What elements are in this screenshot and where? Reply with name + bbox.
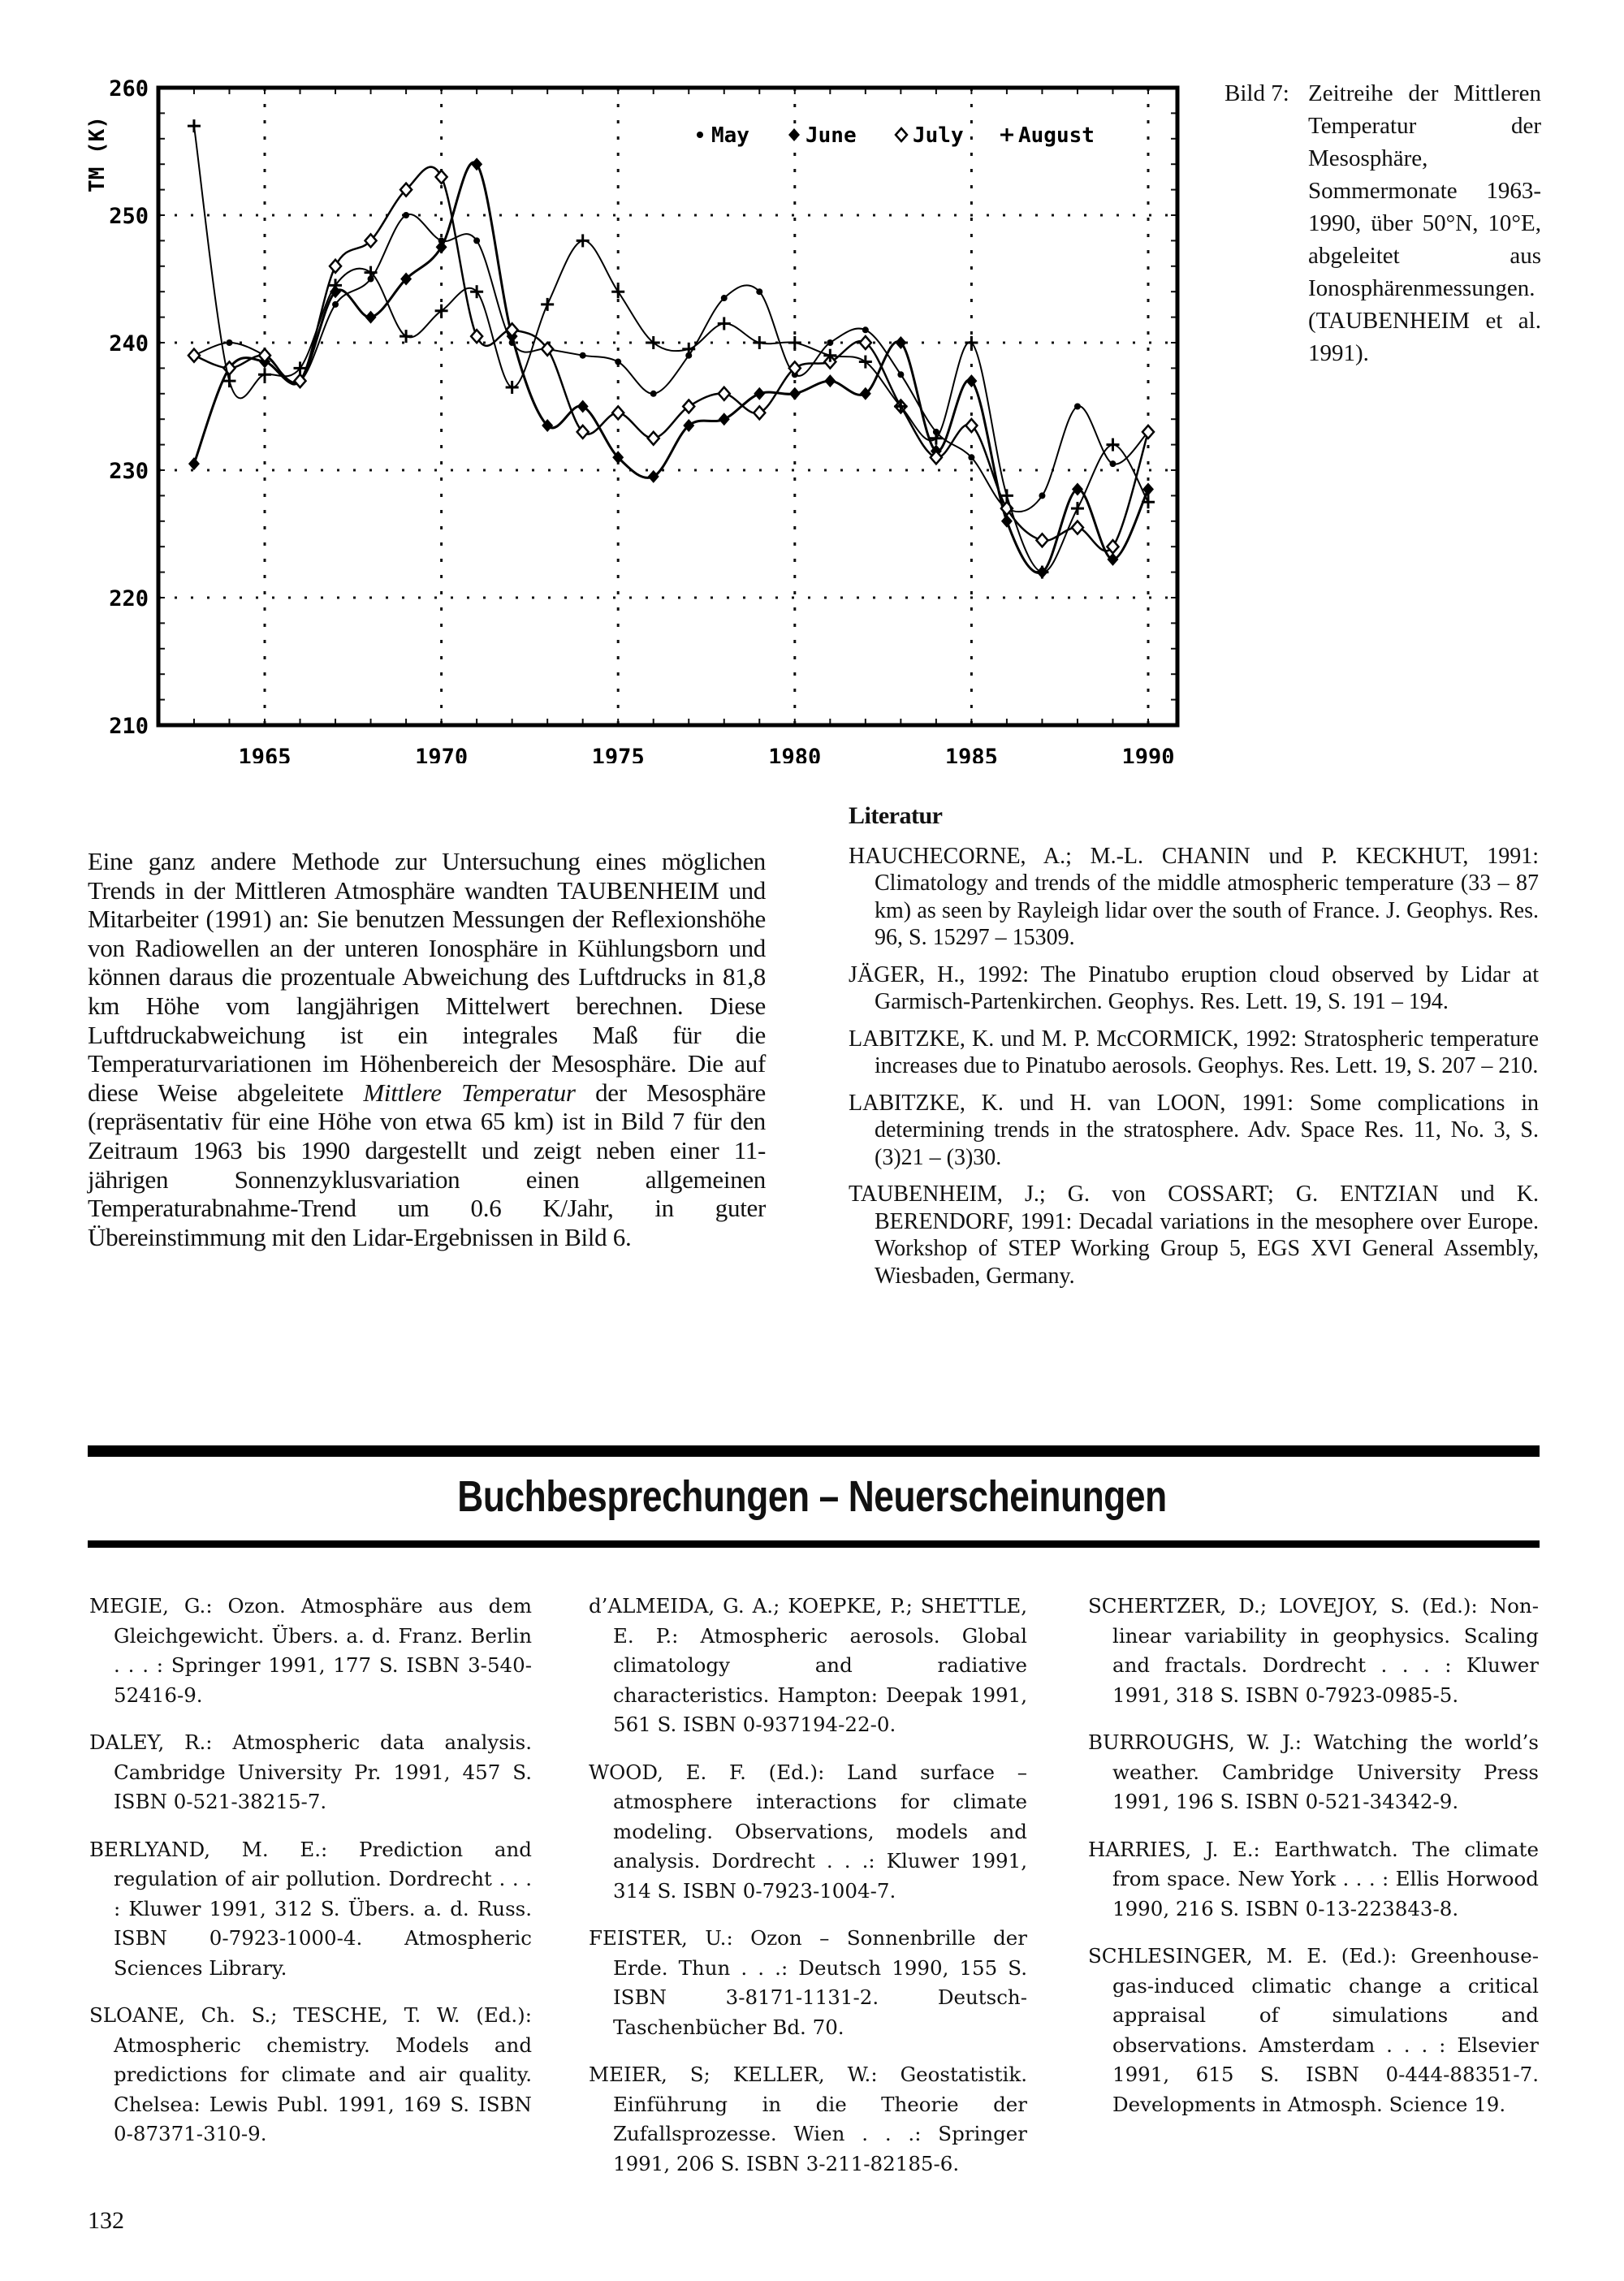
legend-item-may: May xyxy=(711,123,749,148)
legend-item-july: July xyxy=(913,123,964,148)
page-number: 132 xyxy=(88,2207,124,2234)
x-tick-label: 1975 xyxy=(591,745,645,763)
book-entry: d’ALMEIDA, G. A.; KOEPKE, P.; SHETTLE, E. P.: Atmospheric aerosols. Global climatology and radiative characteristics. Hampton: Deepak 1991, 561 S. ISBN 0-937194-22-0. xyxy=(589,1594,1027,1736)
section-rule-top xyxy=(88,1445,1540,1457)
x-tick-label: 1980 xyxy=(768,745,822,763)
book-list-column-3 xyxy=(1088,1592,1539,2137)
book-list-column-2 xyxy=(589,1592,1027,2197)
x-tick-label: 1970 xyxy=(415,745,469,763)
x-tick-label: 1990 xyxy=(1121,745,1175,763)
body-paragraph xyxy=(88,847,766,1251)
y-axis-label: TM (K) xyxy=(85,116,110,192)
reference-item: HAUCHECORNE, A.; M.-L. CHANIN und P. KECKHUT, 1991: Climatology and trends of the middle atmospheric temperature (33 – 87 km) as seen by Rayleigh lidar over the south of France. J. Geophys. Res. 96, S. 15297 – 15309. xyxy=(849,843,1539,950)
section-title: Buchbesprechungen – Neuerscheinungen xyxy=(457,1472,1167,1521)
legend-item-august: August xyxy=(1018,123,1095,148)
chart-legend xyxy=(697,123,1095,148)
reference-item: LABITZKE, K. und H. van LOON, 1991: Some complications in determining trends in the stratosphere. Adv. Space Res. 11, No. 3, S. (3)21 – (3)30. xyxy=(849,1090,1539,1170)
x-tick-label: 1965 xyxy=(238,745,292,763)
plot-frame xyxy=(158,88,1177,725)
book-entry: BURROUGHS, W. J.: Watching the world’s weather. Cambridge University Press 1991, 196 S. ISBN 0-521-34342-9. xyxy=(1088,1730,1539,1813)
literature-heading: Literatur xyxy=(849,802,943,829)
body-emphasis: Mittlere Temperatur xyxy=(363,1078,576,1107)
series-may xyxy=(191,212,1151,512)
series-june xyxy=(188,158,1154,578)
caption-text: Zeitreihe der Mittleren Temperatur der Mesosphäre, Sommermonate 1963-1990, über 50°N, 10°E, abgeleitet aus Ionosphärenmessungen. (TAUBENHEIM et al. 1991). xyxy=(1308,80,1541,366)
temperature-time-series-chart xyxy=(0,0,1218,763)
y-tick-label: 210 xyxy=(109,714,149,739)
book-entry: FEISTER, U.: Ozon – Sonnenbrille der Erde. Thun . . .: Deutsch 1990, 155 S. ISBN 3-8171-1131-2. Deutsch-Taschenbücher Bd. 70. xyxy=(589,1926,1027,2039)
y-tick-label: 250 xyxy=(109,204,149,229)
book-entry: SLOANE, Ch. S.; TESCHE, T. W. (Ed.): Atmospheric chemistry. Models and predictions for climate and air quality. Chelsea: Lewis Publ. 1991, 169 S. ISBN 0-87371-310-9. xyxy=(89,2003,532,2145)
y-tick-label: 240 xyxy=(109,331,149,356)
caption-label: Bild 7: xyxy=(1224,80,1289,106)
book-entry: WOOD, E. F. (Ed.): Land surface – atmosphere interactions for climate modeling. Observations, models and analysis. Dordrecht . . .: Kluwer 1991, 314 S. ISBN 0-7923-1004-7. xyxy=(589,1760,1027,1903)
reference-item: LABITZKE, K. und M. P. McCORMICK, 1992: Stratospheric temperature increases due to Pinatubo aerosols. Geophys. Res. Lett. 19, S. 207 – 210. xyxy=(849,1026,1539,1078)
legend-item-june: June xyxy=(806,123,857,148)
y-tick-label: 220 xyxy=(109,586,149,611)
reference-item: JÄGER, H., 1992: The Pinatubo eruption cloud observed by Lidar at Garmisch-Partenkirchen. Geophys. Res. Lett. 19, S. 191 – 194. xyxy=(849,961,1539,1014)
book-entry: MEIER, S; KELLER, W.: Geostatistik. Einführung in die Theorie der Zufallsprozesse. Wien . . .: Springer 1991, 206 S. ISBN 3-211-82185-6. xyxy=(589,2063,1027,2175)
book-entry: BERLYAND, M. E.: Prediction and regulation of air pollution. Dordrecht . . . : Kluwer 1991, 312 S. Übers. a. d. Russ. ISBN 0-7923-1000-4. Atmospheric Sciences Library. xyxy=(89,1837,532,1980)
y-tick-label: 230 xyxy=(109,459,149,484)
book-list-column-1 xyxy=(89,1592,532,2167)
book-entry: SCHLESINGER, M. E. (Ed.): Greenhouse-gas-induced climatic change a critical appraisal of simulations and observations. Amsterdam . . . : Elsevier 1991, 615 S. ISBN 0-444-88351-7. Developments in Atmosph. Science 19. xyxy=(1088,1944,1539,2116)
body-text-part: Eine ganz andere Methode zur Untersuchung eines möglichen Trends in der Mittleren Atmosphäre wandten TAUBENHEIM und Mitarbeiter (1991) an: Sie benutzen Messungen der Reflexionshöhe von Radiowellen an der unteren Ionosphäre in Kühlungsborn und können daraus die prozentuale Abweichung des Luftdrucks in 81,8 km Höhe vom langjährigen Mittelwert berechnen. Diese Luftdruckabweichung ist ein integrales Maß für die Temperaturvariationen im Höhenbereich der Mesosphäre. Die auf diese Weise abgeleitete xyxy=(88,847,766,1107)
body-text-part: der Mesosphäre (repräsentativ für eine Höhe von etwa 65 km) ist in Bild 7 für den Zeitraum 1963 bis 1990 dargestellt und zeigt neben einer 11-jährigen Sonnenzyklusvariation einen allgemeinen Temperaturabnahme-Trend um 0.6 K/Jahr, in guter Übereinstimmung mit den Lidar-Ergebnissen in Bild 6. xyxy=(88,1078,766,1251)
x-tick-label: 1985 xyxy=(944,745,998,763)
book-entry: DALEY, R.: Atmospheric data analysis. Cambridge University Pr. 1991, 457 S. ISBN 0-521-38215-7. xyxy=(89,1730,532,1813)
y-tick-label: 260 xyxy=(109,76,149,102)
literature-section xyxy=(849,802,1539,1299)
book-entry: MEGIE, G.: Ozon. Atmosphäre aus dem Gleichgewicht. Übers. a. d. Franz. Berlin . . . : Springer 1991, 177 S. ISBN 3-540-52416-9. xyxy=(89,1594,532,1707)
reference-item: TAUBENHEIM, J.; G. von COSSART; G. ENTZIAN und K. BERENDORF, 1991: Decadal variations in the mesophere over Europe. Workshop of STEP Working Group 5, EGS XVI General Assembly, Wiesbaden, Germany. xyxy=(849,1182,1539,1289)
figure-caption xyxy=(1224,77,1541,369)
book-entry: SCHERTZER, D.; LOVEJOY, S. (Ed.): Non-linear variability in geophysics. Scaling and fractals. Dordrecht . . . : Kluwer 1991, 318 S. ISBN 0-7923-0985-5. xyxy=(1088,1594,1539,1707)
section-rule-bottom xyxy=(88,1540,1540,1548)
book-entry: HARRIES, J. E.: Earthwatch. The climate from space. New York . . . : Ellis Horwood 1990, 216 S. ISBN 0-13-223843-8. xyxy=(1088,1837,1539,1920)
